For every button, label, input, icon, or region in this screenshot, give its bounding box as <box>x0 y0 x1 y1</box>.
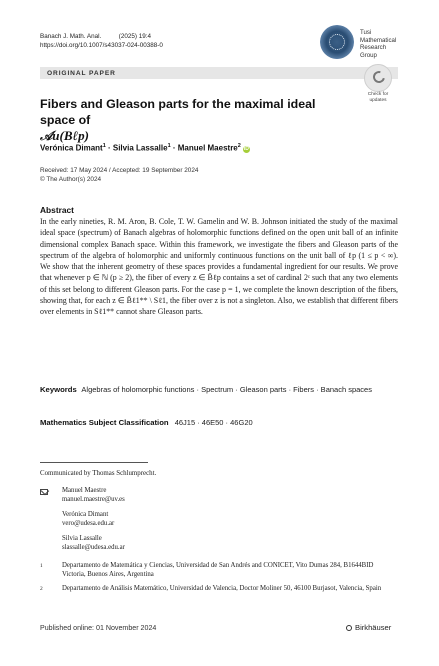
check-updates-line: updates <box>369 97 387 103</box>
author-affiliation-mark: 2 <box>237 143 241 149</box>
article-type-label: ORIGINAL PAPER <box>47 69 116 77</box>
publication-dates <box>40 166 198 184</box>
publisher-name <box>360 29 396 59</box>
publisher-name-line: Research <box>360 44 387 51</box>
msc-classification <box>40 418 253 427</box>
publisher-name-line: Group <box>360 51 377 59</box>
author-name[interactable]: Verónica Dimant <box>40 143 103 153</box>
author-name[interactable]: Silvia Lassalle <box>112 143 168 153</box>
contact-name: Verónica Dimant <box>62 511 109 519</box>
contact-email[interactable]: manuel.maestre@uv.es <box>62 495 125 503</box>
contact-entry <box>62 535 125 552</box>
contact-name: Silvia Lassalle <box>62 535 102 543</box>
received-accepted: Received: 17 May 2024 / Accepted: 19 September 2024 <box>40 167 199 174</box>
journal-year-volume: (2025) 19:4 <box>118 33 151 40</box>
contact-entry <box>62 511 125 528</box>
check-for-updates-label[interactable] <box>359 92 397 103</box>
msc-codes: 46J15 · 46E50 · 46G20 <box>174 418 253 427</box>
birkhauser-logo-icon <box>346 625 352 631</box>
affiliation-text: Departamento de Análisis Matemático, Universidad de Valencia, Doctor Moliner 50, 46100 Burjasot, Valencia, Spain <box>62 585 382 592</box>
affiliation-number: 1 <box>40 563 43 569</box>
abstract-text: In the early nineties, R. M. Aron, B. Cole, T. W. Gamelin and W. B. Johnson initiated the study of the maximal ideal space (spectrum) of Banach algebras of holomorphic functions defined on the open unit ball of an infinite dimensional complex Banach space. Within this framework, we investigate the fibers and Gleason parts of the spectrum of the algebra of holomorphic and uniformly continuous functions on the unit ball of ℓp (1 ≤ p < ∞). We show that the inherent geometry of these spaces provides a fundamental ingredient for our results. We prove that whenever p ∈ ℕ (p ≥ 2), the fiber of every z ∈ B̄ℓp contains a set of cardinal 2ᶜ such that any two elements of this set belong to different Gleason parts. For the case p = 1, we complete the known description of the fibers, showing that, for each z ∈ B̄ℓ1** \ Sℓ1, the fiber over z is not a singleton. Also, we establish that different fibers over elements in Sℓ1** cannot share Gleason parts. <box>40 217 398 317</box>
copyright: © The Author(s) 2024 <box>40 176 102 183</box>
journal-header <box>40 33 163 50</box>
author-name[interactable]: Manuel Maestre <box>177 143 238 153</box>
publisher-name-line: Mathematical <box>360 36 397 44</box>
contact-email[interactable]: slassalle@udesa.edu.ar <box>62 543 125 551</box>
keywords-text: Algebras of holomorphic functions · Spectrum · Gleason parts · Fibers · Banach spaces <box>81 385 372 394</box>
contact-email[interactable]: vero@udesa.edu.ar <box>62 519 115 527</box>
article-type-banner <box>40 67 398 79</box>
journal-name: Banach J. Math. Anal. <box>40 33 102 40</box>
keywords <box>40 384 398 395</box>
communicated-by: Communicated by Thomas Schlumprecht. <box>40 470 157 477</box>
title-math: 𝒜u(Bℓp) <box>40 128 89 143</box>
author-affiliation-mark: 1 <box>102 143 106 149</box>
paper-title <box>40 96 340 144</box>
check-updates-line: Check for <box>367 92 389 97</box>
abstract-heading: Abstract <box>40 205 74 215</box>
orcid-icon[interactable]: iD <box>243 145 249 152</box>
affiliation-text: Departamento de Matemática y Ciencias, Universidad de San Andrés and CONICET, Vito Dumas 284, B1644BID Victoria, Buenos Aires, Argentina <box>62 562 374 578</box>
title-text: Fibers and Gleason parts for the maximal ideal space of <box>40 97 316 127</box>
publisher-brand <box>346 623 391 632</box>
author-affiliation-mark: 1 <box>167 143 171 149</box>
author-list: Verónica Dimant$^1$ · Silvia Lassalle$^1$ · Manuel Maestre$^2$ iD <box>40 143 249 153</box>
publisher-logo-icon <box>320 25 354 59</box>
doi-link[interactable]: https://doi.org/10.1007/s43037-024-00388-0 <box>40 41 163 49</box>
envelope-icon <box>40 489 48 495</box>
contact-entry <box>62 487 125 504</box>
publisher-name-line: Tusi <box>360 29 372 36</box>
contact-list <box>62 487 125 560</box>
contact-name: Manuel Maestre <box>62 487 107 494</box>
abstract-body <box>40 216 398 318</box>
msc-label: Mathematics Subject Classification <box>40 418 169 427</box>
keywords-label: Keywords <box>40 385 77 394</box>
footnote-divider <box>40 462 148 463</box>
published-online: Published online: 01 November 2024 <box>40 624 157 632</box>
affiliation-number: 2 <box>40 586 43 592</box>
check-for-updates-icon[interactable] <box>364 64 392 92</box>
brand-name: Birkhäuser <box>355 623 392 632</box>
